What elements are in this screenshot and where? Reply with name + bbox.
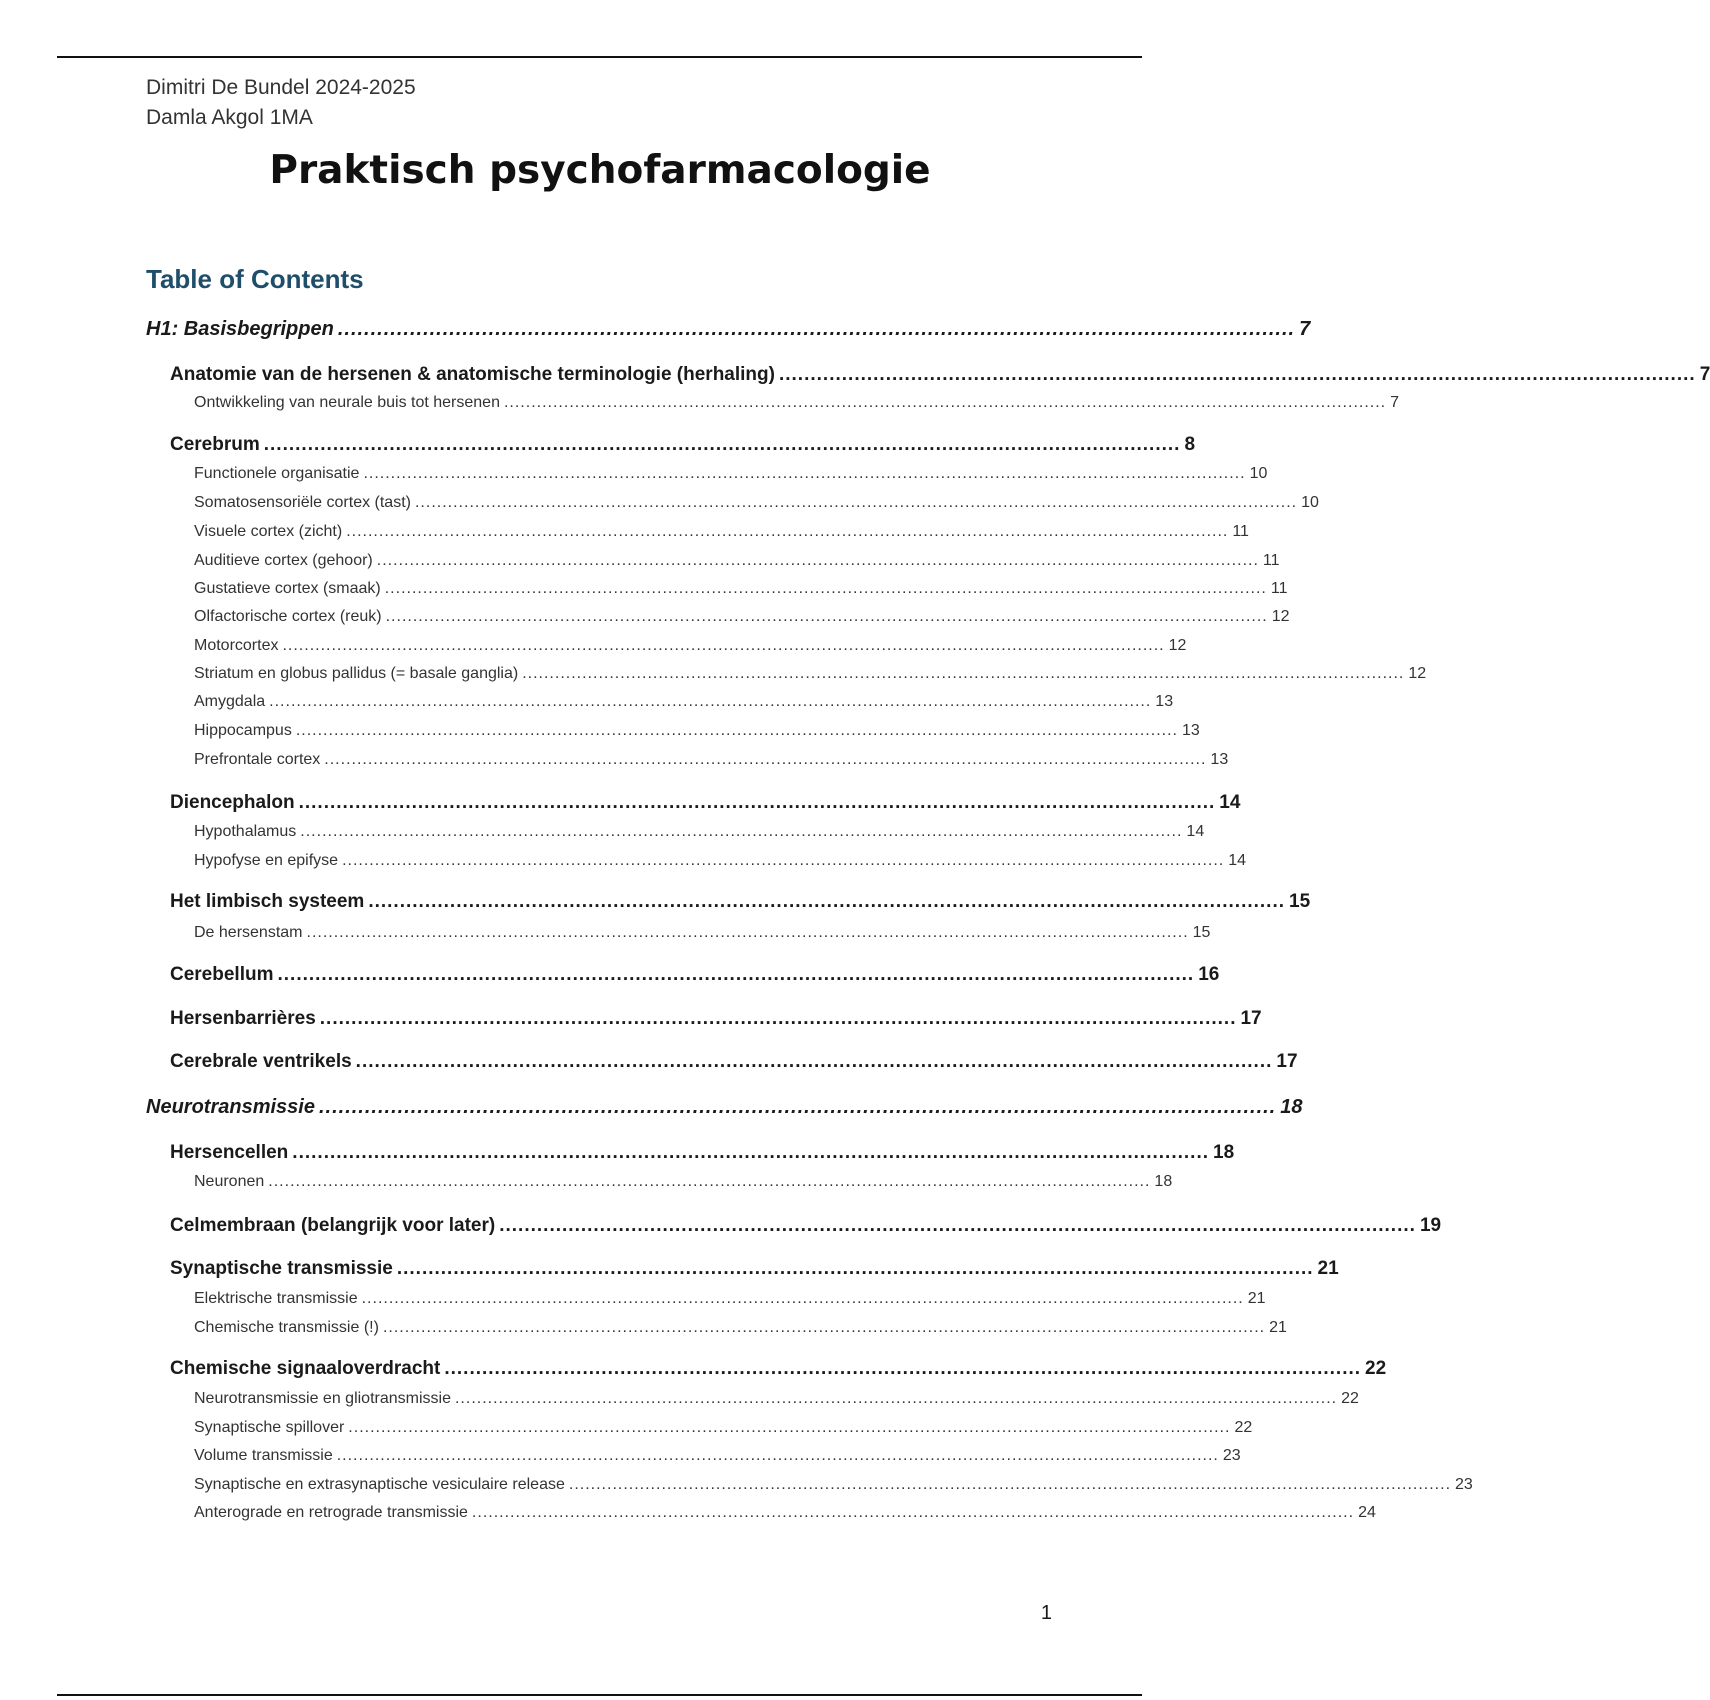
toc-leader: .................................................................................................................................................................. [363,465,1246,482]
toc-entry-label: Cerebrale ventrikels [170,1051,352,1072]
toc-entry-level3[interactable] [194,1319,1287,1337]
toc-heading: Table of Contents [146,264,364,294]
toc-entry-page: 22 [1234,1419,1253,1436]
toc-leader: .................................................................................................................................................. [298,792,1216,813]
toc-entry-level3[interactable] [194,693,1174,711]
document-header [146,73,416,133]
toc-entry-label: Striatum en globus pallidus (= basale ganglia) [194,665,519,682]
toc-leader: .................................................................................................................................................. [396,1258,1314,1279]
toc-entry-label: Gustatieve cortex (smaak) [194,580,381,597]
toc-entry-level2[interactable] [170,434,1196,456]
toc-entry-level2[interactable] [170,1215,1442,1237]
toc-entry-page: 15 [1192,924,1211,941]
toc-entry-page: 13 [1181,722,1200,739]
toc-entry-label: Functionele organisatie [194,465,360,482]
toc-entry-level2[interactable] [170,964,1220,986]
toc-entry-level3[interactable] [194,552,1280,570]
toc-entry-level2[interactable] [170,364,1710,386]
toc-entry-label: Neurotransmissie [146,1096,315,1118]
toc-entry-level2[interactable] [170,1051,1298,1073]
toc-entry-label: Chemische signaaloverdracht [170,1358,441,1379]
toc-entry-page: 15 [1289,891,1311,912]
toc-entry-page: 10 [1301,494,1319,511]
toc-entry-label: Synaptische spillover [194,1419,345,1436]
toc-leader: .................................................................................................................................................................. [282,637,1165,654]
toc-entry-label: Prefrontale cortex [194,751,321,768]
toc-entry-page: 7 [1699,364,1710,385]
toc-leader: .................................................................................................................................................. [318,1096,1277,1118]
toc-entry-level3[interactable] [194,852,1247,870]
toc-entry-page: 18 [1280,1096,1303,1118]
toc-entry-level3[interactable] [194,665,1427,683]
toc-leader: .................................................................................................................................................................. [384,580,1267,597]
toc-leader: .................................................................................................................................................................. [346,523,1229,540]
toc-leader: .................................................................................................................................................................. [414,494,1298,511]
toc-entry-label: Auditieve cortex (gehoor) [194,552,373,569]
toc-entry-label: Hypothalamus [194,823,297,840]
toc-entry-level3[interactable] [194,494,1319,512]
toc-leader: .................................................................................................................................................................. [503,394,1387,411]
toc-leader: .................................................................................................................................................. [292,1142,1210,1163]
toc-entry-page: 14 [1228,852,1247,869]
toc-entry-level3[interactable] [194,637,1187,655]
toc-entry-level3[interactable] [194,1476,1473,1494]
toc-entry-page: 11 [1232,523,1249,540]
toc-entry-level3[interactable] [194,608,1290,626]
document-title: Praktisch psychofarmacologie [269,148,931,193]
toc-entry-label: Ontwikkeling van neurale buis tot hersenen [194,394,500,411]
toc-entry-page: 11 [1262,552,1280,569]
toc-entry-page: 21 [1317,1258,1339,1279]
toc-entry-level2[interactable] [170,1258,1339,1280]
toc-entry-level1[interactable] [146,318,1311,341]
toc-leader: .................................................................................................................................................................. [454,1390,1338,1407]
student-line: Damla Akgol 1MA [146,106,313,129]
toc-entry-label: Motorcortex [194,637,279,654]
page-number: 1 [1040,1602,1052,1624]
toc-entry-level3[interactable] [194,1447,1241,1465]
toc-leader: .................................................................................................................................................. [355,1051,1273,1072]
toc-entry-page: 12 [1271,608,1290,625]
toc-entry-page: 21 [1269,1319,1287,1336]
toc-entry-label: Hersenbarrières [170,1008,316,1029]
toc-leader: .................................................................................................................................................. [263,434,1181,455]
toc-entry-page: 13 [1155,693,1174,710]
toc-entry-label: Neuronen [194,1173,265,1190]
toc-entry-level3[interactable] [194,1290,1266,1308]
toc-leader: .................................................................................................................................................................. [568,1476,1452,1493]
toc-entry-label: Elektrische transmissie [194,1290,358,1307]
toc-entry-page: 19 [1419,1215,1442,1236]
toc-entry-page: 10 [1249,465,1268,482]
toc-leader: .................................................................................................................................................................. [268,1173,1151,1190]
toc-leader: .................................................................................................................................................................. [385,608,1268,625]
toc-entry-level3[interactable] [194,465,1268,483]
toc-entry-level3[interactable] [194,580,1288,598]
toc-entry-level3[interactable] [194,924,1211,942]
toc-entry-page: 14 [1219,792,1241,813]
toc-entry-page: 12 [1408,665,1427,682]
toc-entry-level1[interactable] [146,1096,1303,1119]
toc-leader: .................................................................................................................................................................. [324,751,1207,768]
toc-entry-page: 22 [1365,1358,1387,1379]
toc-entry-label: Synaptische en extrasynaptische vesiculaire release [194,1476,565,1493]
toc-entry-label: H1: Basisbegrippen [146,318,334,340]
toc-entry-page: 17 [1240,1008,1262,1029]
toc-leader: .................................................................................................................................................................. [269,693,1152,710]
toc-entry-label: Somatosensoriële cortex (tast) [194,494,411,511]
toc-entry-page: 13 [1210,751,1229,768]
toc-entry-page: 24 [1358,1504,1376,1521]
top-rule [57,56,1142,58]
toc-entry-label: Anatomie van de hersenen & anatomische terminologie (herhaling) [170,364,775,385]
toc-entry-level3[interactable] [194,1173,1173,1191]
toc-leader: .................................................................................................................................................................. [382,1319,1266,1336]
toc-entry-page: 12 [1168,637,1187,654]
toc-entry-label: Celmembraan (belangrijk voor later) [170,1215,496,1236]
toc-entry-level2[interactable] [170,1142,1235,1164]
toc-entry-label: Volume transmissie [194,1447,333,1464]
toc-entry-level2[interactable] [170,891,1311,913]
toc-entry-label: Visuele cortex (zicht) [194,523,343,540]
toc-leader: .................................................................................................................................................................. [300,823,1183,840]
toc-entry-level2[interactable] [170,1008,1262,1030]
toc-entry-page: 7 [1390,394,1400,411]
toc-entry-page: 17 [1276,1051,1298,1072]
toc-entry-label: Cerebrum [170,434,260,455]
toc-entry-label: Neurotransmissie en gliotransmissie [194,1390,451,1407]
toc-entry-page: 7 [1299,318,1311,340]
toc-entry-level3[interactable] [194,1504,1376,1522]
toc-entry-label: Diencephalon [170,792,295,813]
toc-leader: .................................................................................................................................................. [277,964,1195,985]
toc-leader: .................................................................................................................................................. [778,364,1696,385]
toc-leader: .................................................................................................................................................. [337,318,1296,340]
toc-entry-level2[interactable] [170,792,1241,814]
toc-leader: .................................................................................................................................................................. [522,665,1405,682]
toc-entry-level3[interactable] [194,523,1249,541]
toc-leader: .................................................................................................................................................................. [471,1504,1355,1521]
toc-leader: .................................................................................................................................................................. [361,1290,1244,1307]
toc-leader: .................................................................................................................................................................. [348,1419,1231,1436]
toc-entry-label: Chemische transmissie (!) [194,1319,379,1336]
toc-leader: .................................................................................................................................................................. [336,1447,1219,1464]
toc-entry-label: Hippocampus [194,722,292,739]
toc-entry-label: De hersenstam [194,924,303,941]
toc-leader: .................................................................................................................................................................. [342,852,1225,869]
toc-leader: .................................................................................................................................................. [499,1215,1416,1236]
toc-leader: .................................................................................................................................................. [319,1008,1237,1029]
toc-entry-level3[interactable] [194,1390,1359,1408]
toc-leader: .................................................................................................................................................................. [376,552,1259,569]
toc-entry-page: 14 [1186,823,1205,840]
author-line: Dimitri De Bundel 2024-2025 [146,76,416,99]
toc-entry-page: 23 [1222,1447,1241,1464]
toc-leader: .................................................................................................................................................. [368,891,1286,912]
bottom-rule [57,1694,1142,1696]
toc-entry-page: 22 [1341,1390,1359,1407]
toc-entry-label: Amygdala [194,693,266,710]
toc-entry-page: 16 [1198,964,1220,985]
toc-entry-page: 21 [1247,1290,1266,1307]
toc-entry-label: Hypofyse en epifyse [194,852,339,869]
toc-entry-level2[interactable] [170,1358,1387,1380]
toc-entry-page: 18 [1213,1142,1235,1163]
toc-entry-level3[interactable] [194,823,1205,841]
toc-leader: .................................................................................................................................................. [444,1358,1362,1379]
toc-entry-page: 23 [1455,1476,1473,1493]
toc-entry-level3[interactable] [194,394,1400,412]
toc-entry-page: 11 [1270,580,1288,597]
toc-entry-label: Anterograde en retrograde transmissie [194,1504,468,1521]
toc-leader: .................................................................................................................................................................. [306,924,1189,941]
toc-entry-level3[interactable] [194,751,1229,769]
toc-entry-level3[interactable] [194,1419,1253,1437]
toc-entry-label: Hersencellen [170,1142,289,1163]
toc-entry-page: 8 [1184,434,1196,455]
toc-entry-label: Het limbisch systeem [170,891,365,912]
toc-entry-label: Cerebellum [170,964,274,985]
toc-entry-label: Synaptische transmissie [170,1258,393,1279]
toc-entry-page: 18 [1154,1173,1173,1190]
toc-entry-level3[interactable] [194,722,1200,740]
toc-leader: .................................................................................................................................................................. [295,722,1178,739]
toc-entry-label: Olfactorische cortex (reuk) [194,608,382,625]
